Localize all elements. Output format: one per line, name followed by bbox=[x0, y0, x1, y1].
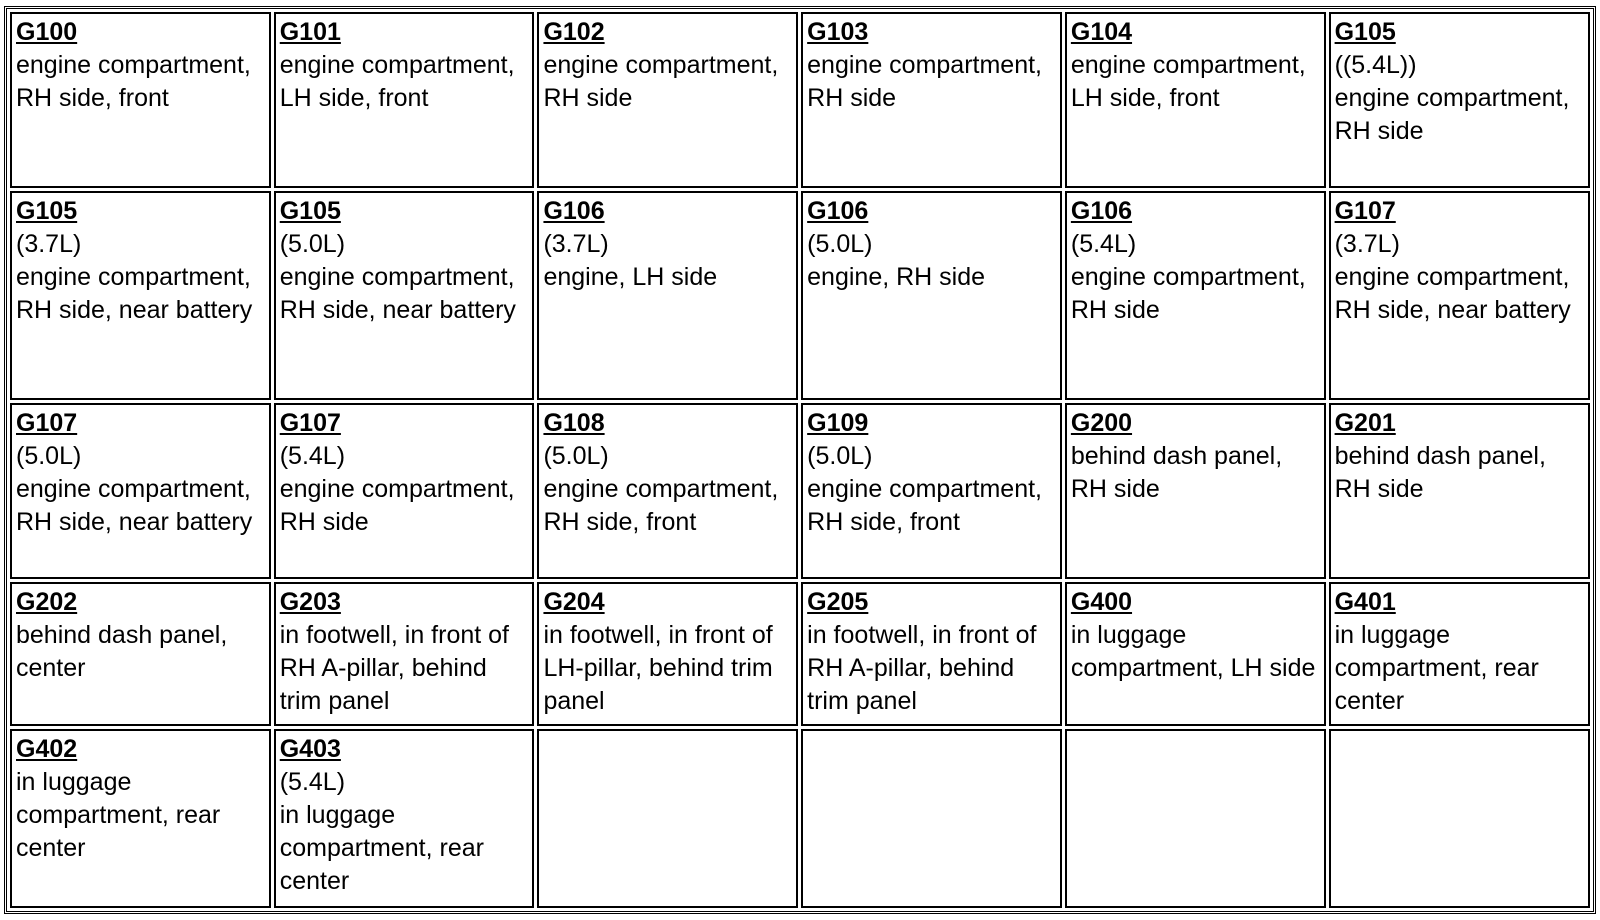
ground-cell bbox=[274, 403, 535, 579]
ground-location: engine compartment, RH side bbox=[1070, 262, 1306, 324]
ground-location: engine compartment, RH side, near battery bbox=[16, 262, 253, 324]
ground-location: in luggage compartment, LH side bbox=[1070, 620, 1316, 682]
ground-id: G201 bbox=[1334, 409, 1396, 438]
ground-id: G106 bbox=[1070, 196, 1133, 225]
ground-id: G109 bbox=[807, 409, 869, 438]
ground-cell bbox=[801, 403, 1062, 579]
ground-id: G101 bbox=[279, 18, 341, 46]
ground-location: engine compartment, RH side, front bbox=[807, 475, 1043, 537]
empty-cell bbox=[1329, 729, 1590, 908]
ground-variant: (5.4L) bbox=[279, 768, 346, 797]
ground-location: in footwell, in front of RH A-pillar, behind trim panel bbox=[807, 620, 1037, 715]
table-row bbox=[10, 403, 1590, 579]
table-row bbox=[10, 582, 1590, 727]
ground-id: G202 bbox=[16, 587, 78, 616]
ground-id: G402 bbox=[16, 735, 78, 764]
ground-location: in luggage compartment, rear center bbox=[279, 801, 484, 896]
ground-cell bbox=[274, 729, 535, 908]
ground-id: G102 bbox=[543, 18, 605, 46]
ground-variant: (3.7L) bbox=[1334, 229, 1400, 258]
ground-location: engine compartment, RH side bbox=[279, 475, 515, 537]
ground-variant: (3.7L) bbox=[543, 229, 609, 258]
ground-id: G403 bbox=[279, 735, 341, 764]
ground-variant: ((5.4L)) bbox=[1334, 51, 1417, 79]
ground-cell bbox=[1329, 582, 1590, 727]
ground-cell bbox=[274, 12, 535, 188]
ground-location: behind dash panel, center bbox=[16, 620, 228, 682]
ground-cell bbox=[801, 191, 1062, 401]
ground-location: engine compartment, RH side, near battery bbox=[16, 475, 253, 537]
ground-variant: (5.0L) bbox=[807, 229, 873, 258]
ground-cell bbox=[274, 582, 535, 727]
ground-location: engine compartment, RH side, near battery bbox=[279, 262, 516, 324]
ground-table-body bbox=[10, 12, 1590, 908]
ground-id: G100 bbox=[16, 18, 78, 46]
ground-id: G107 bbox=[16, 409, 78, 438]
ground-location: in luggage compartment, rear center bbox=[16, 768, 221, 863]
ground-id: G400 bbox=[1070, 587, 1133, 616]
ground-location: engine, LH side bbox=[543, 262, 718, 291]
ground-location: behind dash panel, RH side bbox=[1070, 442, 1283, 504]
ground-cell bbox=[537, 191, 798, 401]
ground-location: engine compartment, RH side bbox=[543, 51, 779, 112]
ground-id: G200 bbox=[1070, 409, 1133, 438]
ground-id: G108 bbox=[543, 409, 605, 438]
ground-location: engine compartment, RH side bbox=[1334, 84, 1570, 145]
ground-cell bbox=[537, 403, 798, 579]
ground-location: engine, RH side bbox=[807, 262, 986, 291]
table-row bbox=[10, 729, 1590, 908]
empty-cell bbox=[801, 729, 1062, 908]
ground-location: engine compartment, RH side bbox=[807, 51, 1043, 112]
ground-id: G401 bbox=[1334, 587, 1396, 616]
ground-location: engine compartment, LH side, front bbox=[279, 51, 515, 112]
ground-id: G104 bbox=[1070, 18, 1133, 46]
ground-location: behind dash panel, RH side bbox=[1334, 442, 1546, 504]
empty-cell bbox=[537, 729, 798, 908]
ground-id: G203 bbox=[279, 587, 341, 616]
ground-location: engine compartment, RH side, front bbox=[543, 475, 779, 537]
empty-cell bbox=[1065, 729, 1326, 908]
ground-locations-table-frame bbox=[4, 6, 1596, 914]
ground-cell bbox=[10, 191, 271, 401]
ground-cell bbox=[1065, 403, 1326, 579]
ground-location: in luggage compartment, rear center bbox=[1334, 620, 1539, 715]
ground-location: engine compartment, RH side, near battery bbox=[1334, 262, 1571, 324]
ground-variant: (3.7L) bbox=[16, 229, 82, 258]
ground-location: engine compartment, LH side, front bbox=[1070, 51, 1306, 112]
ground-variant: (5.4L) bbox=[279, 442, 346, 471]
ground-cell bbox=[10, 12, 271, 188]
ground-variant: (5.0L) bbox=[807, 442, 873, 471]
ground-variant: (5.0L) bbox=[543, 442, 609, 471]
ground-id: G105 bbox=[16, 196, 78, 225]
ground-cell bbox=[1065, 582, 1326, 727]
ground-variant: (5.0L) bbox=[16, 442, 82, 471]
table-row bbox=[10, 12, 1590, 188]
ground-id: G107 bbox=[279, 409, 341, 438]
ground-cell bbox=[274, 191, 535, 401]
ground-cell bbox=[801, 582, 1062, 727]
ground-cell bbox=[10, 582, 271, 727]
ground-cell bbox=[1065, 12, 1326, 188]
ground-id: G106 bbox=[543, 196, 605, 225]
ground-id: G107 bbox=[1334, 196, 1396, 225]
ground-cell bbox=[10, 729, 271, 908]
ground-location: in footwell, in front of RH A-pillar, behind trim panel bbox=[279, 620, 510, 715]
ground-location: in footwell, in front of LH-pillar, behind trim panel bbox=[543, 620, 773, 715]
ground-cell bbox=[801, 12, 1062, 188]
ground-id: G205 bbox=[807, 587, 869, 616]
ground-id: G106 bbox=[807, 196, 869, 225]
ground-variant: (5.4L) bbox=[1070, 229, 1137, 258]
ground-location: engine compartment, RH side, front bbox=[16, 51, 251, 112]
ground-cell bbox=[1329, 403, 1590, 579]
ground-locations-table bbox=[7, 9, 1593, 911]
ground-variant: (5.0L) bbox=[279, 229, 346, 258]
ground-cell bbox=[537, 12, 798, 188]
ground-id: G103 bbox=[807, 18, 869, 46]
ground-cell bbox=[537, 582, 798, 727]
table-row bbox=[10, 191, 1590, 401]
ground-cell bbox=[1065, 191, 1326, 401]
ground-id: G105 bbox=[279, 196, 341, 225]
ground-cell bbox=[1329, 12, 1590, 188]
ground-id: G105 bbox=[1334, 18, 1396, 46]
ground-cell bbox=[10, 403, 271, 579]
ground-cell bbox=[1329, 191, 1590, 401]
ground-id: G204 bbox=[543, 587, 605, 616]
